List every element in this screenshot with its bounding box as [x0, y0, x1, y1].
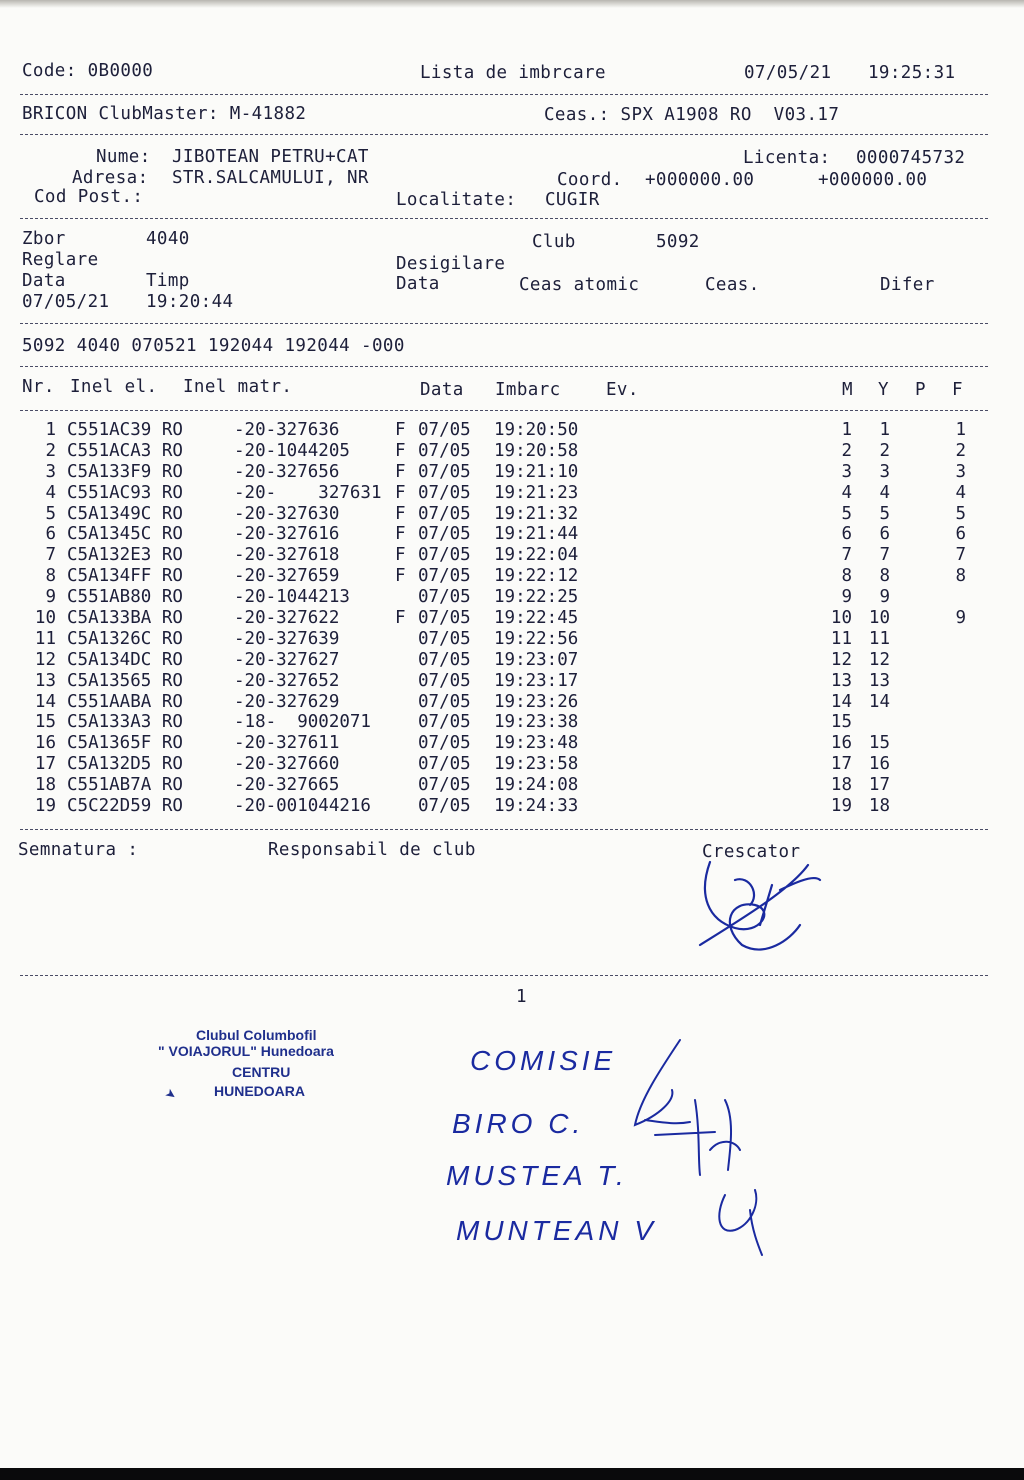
- reglare-label: Reglare: [22, 250, 99, 270]
- basket-date: 07/05: [418, 420, 471, 440]
- license-label: Licenta:: [743, 148, 831, 168]
- registration-ring: -18- 9002071: [234, 712, 371, 733]
- stamp-line-2: " VOIAJORUL" Hunedoara: [158, 1043, 334, 1059]
- divider: [20, 218, 988, 219]
- rank-m: 15: [830, 712, 852, 733]
- electronic-ring: C5A1326C RO: [67, 628, 183, 649]
- rank-f: 2: [955, 440, 966, 461]
- rank-m: 7: [841, 545, 852, 566]
- owner-address: STR.SALCAMULUI, NR: [172, 168, 369, 188]
- col-nr: Nr.: [22, 377, 55, 397]
- rank-m: 10: [830, 608, 852, 629]
- basket-date: 07/05: [418, 587, 471, 608]
- electronic-ring: C5A132E3 RO: [67, 545, 183, 566]
- row-number: 16: [34, 733, 56, 754]
- basket-date: 07/05: [418, 754, 471, 775]
- basket-date: 07/05: [418, 503, 471, 524]
- basket-time: 19:22:25: [494, 587, 579, 608]
- rank-f: 9: [955, 608, 966, 629]
- rank-m: 13: [830, 670, 852, 691]
- rank-y: 5: [879, 503, 890, 524]
- row-number: 7: [45, 545, 56, 566]
- col-p: P: [915, 380, 926, 400]
- license-number: 0000745732: [856, 148, 966, 168]
- reglare-date: 07/05/21: [22, 292, 110, 312]
- code-line: 5092 4040 070521 192044 192044 -000: [22, 336, 405, 356]
- female-flag: F: [395, 524, 406, 545]
- divider: [20, 410, 988, 411]
- breeder-signature: [680, 850, 830, 960]
- row-number: 14: [34, 691, 56, 712]
- registration-ring: -20-327629: [234, 691, 340, 712]
- registration-ring: -20-327636: [234, 420, 340, 440]
- basket-date: 07/05: [418, 482, 471, 503]
- row-number: 15: [34, 712, 56, 733]
- basket-date: 07/05: [418, 608, 471, 629]
- basket-date: 07/05: [418, 649, 471, 670]
- registration-ring: -20-327622: [234, 608, 340, 629]
- basket-time: 19:22:04: [494, 545, 579, 566]
- col-f: F: [952, 380, 963, 400]
- electronic-ring: C551AC93 RO: [67, 482, 183, 503]
- row-number: 18: [34, 775, 56, 796]
- divider: [20, 975, 988, 976]
- reglare-time: 19:20:44: [146, 292, 234, 312]
- locality-label: Localitate:: [396, 190, 517, 210]
- row-number: 9: [45, 587, 56, 608]
- electronic-ring: C5A134DC RO: [67, 649, 183, 670]
- rank-y: 4: [879, 482, 890, 503]
- basket-time: 19:21:44: [494, 524, 579, 545]
- electronic-ring: C5A1349C RO: [67, 503, 183, 524]
- registration-ring: -20-327656: [234, 461, 340, 482]
- electronic-ring: C5C22D59 RO: [67, 796, 183, 817]
- stamp-line-1: Clubul Columbofil: [196, 1027, 317, 1043]
- registration-ring: -20-327659: [234, 566, 340, 587]
- electronic-ring: C5A1345C RO: [67, 524, 183, 545]
- rank-y: 7: [879, 545, 890, 566]
- code-label: Code: 0B0000: [22, 61, 154, 81]
- breeder-label: Crescator: [702, 842, 801, 862]
- row-number: 4: [45, 482, 56, 503]
- clock-label: Ceas.: [705, 275, 760, 295]
- female-flag: F: [395, 545, 406, 566]
- basket-time: 19:22:45: [494, 608, 579, 629]
- difference-label: Difer: [880, 275, 935, 295]
- divider: [20, 323, 988, 324]
- rank-m: 1: [841, 420, 852, 440]
- registration-ring: -20-327665: [234, 775, 340, 796]
- rank-y: 12: [868, 649, 890, 670]
- scan-top-edge: [0, 0, 1024, 8]
- clock-id: Ceas.: SPX A1908 RO V03.17: [544, 105, 840, 125]
- basket-date: 07/05: [418, 796, 471, 817]
- basket-time: 19:24:08: [494, 775, 579, 796]
- row-number: 12: [34, 649, 56, 670]
- divider: [20, 94, 988, 95]
- basket-time: 19:20:58: [494, 440, 579, 461]
- scan-bottom-edge: [0, 1468, 1024, 1480]
- flight-number: 4040: [146, 229, 190, 249]
- commission-signatures: [600, 1030, 790, 1270]
- electronic-ring: C5A132D5 RO: [67, 754, 183, 775]
- basket-time: 19:20:50: [494, 420, 579, 440]
- rank-f: 1: [955, 420, 966, 440]
- signature-label: Semnatura :: [18, 840, 139, 860]
- electronic-ring: C5A133BA RO: [67, 608, 183, 629]
- rank-y: 9: [879, 587, 890, 608]
- rank-y: 3: [879, 461, 890, 482]
- basket-time: 19:23:48: [494, 733, 579, 754]
- basket-time: 19:23:17: [494, 670, 579, 691]
- col-inel-el: Inel el.: [70, 377, 158, 397]
- registration-ring: -20-327616: [234, 524, 340, 545]
- rank-m: 12: [830, 649, 852, 670]
- commission-member-1: BIRO C.: [452, 1108, 585, 1139]
- row-number: 3: [45, 461, 56, 482]
- registration-ring: -20- 327631: [234, 482, 382, 503]
- divider: [20, 134, 988, 135]
- divider: [20, 366, 988, 367]
- electronic-ring: C5A134FF RO: [67, 566, 183, 587]
- rank-m: 14: [830, 691, 852, 712]
- rank-m: 11: [830, 628, 852, 649]
- col-m: M: [842, 380, 853, 400]
- basket-time: 19:22:12: [494, 566, 579, 587]
- rank-y: 8: [879, 566, 890, 587]
- basket-time: 19:23:58: [494, 754, 579, 775]
- rank-y: 14: [868, 691, 890, 712]
- data-label: Data: [22, 271, 66, 291]
- rank-y: 10: [868, 608, 890, 629]
- basket-time: 19:21:10: [494, 461, 579, 482]
- electronic-ring: C5A133F9 RO: [67, 461, 183, 482]
- name-label: Nume:: [96, 147, 151, 167]
- electronic-ring: C551ACA3 RO: [67, 440, 183, 461]
- basket-time: 19:21:23: [494, 482, 579, 503]
- registration-ring: -20-1044213: [234, 587, 350, 608]
- print-date: 07/05/21: [744, 63, 832, 83]
- basket-time: 19:23:26: [494, 691, 579, 712]
- rank-f: 8: [955, 566, 966, 587]
- basket-time: 19:23:38: [494, 712, 579, 733]
- rank-m: 2: [841, 440, 852, 461]
- basket-date: 07/05: [418, 566, 471, 587]
- rank-m: 16: [830, 733, 852, 754]
- stamp-arrow-icon: ➤: [159, 1083, 181, 1108]
- page-number: 1: [516, 987, 527, 1007]
- rank-m: 9: [841, 587, 852, 608]
- female-flag: F: [395, 482, 406, 503]
- electronic-ring: C551AC39 RO: [67, 420, 183, 440]
- rank-y: 16: [868, 754, 890, 775]
- row-number: 8: [45, 566, 56, 587]
- row-number: 1: [45, 420, 56, 440]
- commission-member-2: MUSTEA T.: [446, 1160, 628, 1191]
- stamp-line-4: HUNEDOARA: [214, 1083, 305, 1099]
- rank-y: 13: [868, 670, 890, 691]
- rank-f: 6: [955, 524, 966, 545]
- row-number: 19: [34, 796, 56, 817]
- rank-y: 15: [868, 733, 890, 754]
- rank-y: 17: [868, 775, 890, 796]
- basket-time: 19:23:07: [494, 649, 579, 670]
- female-flag: F: [395, 420, 406, 440]
- basket-time: 19:22:56: [494, 628, 579, 649]
- col-imbarc: Imbarc: [495, 380, 561, 400]
- basket-time: 19:24:33: [494, 796, 579, 817]
- rank-m: 19: [830, 796, 852, 817]
- female-flag: F: [395, 566, 406, 587]
- basket-date: 07/05: [418, 524, 471, 545]
- rank-m: 6: [841, 524, 852, 545]
- rank-m: 8: [841, 566, 852, 587]
- rank-y: 2: [879, 440, 890, 461]
- registration-ring: -20-327630: [234, 503, 340, 524]
- female-flag: F: [395, 608, 406, 629]
- clubmaster-id: BRICON ClubMaster: M-41882: [22, 104, 307, 124]
- owner-name: JIBOTEAN PETRU+CAT: [172, 147, 369, 167]
- flight-label: Zbor: [22, 229, 66, 249]
- basket-date: 07/05: [418, 628, 471, 649]
- club-responsible-label: Responsabil de club: [268, 840, 476, 860]
- electronic-ring: C5A133A3 RO: [67, 712, 183, 733]
- commission-member-3: MUNTEAN V: [456, 1215, 657, 1246]
- col-inel-matr: Inel matr.: [183, 377, 293, 397]
- row-number: 5: [45, 503, 56, 524]
- electronic-ring: C5A1365F RO: [67, 733, 183, 754]
- club-label: Club: [532, 232, 576, 252]
- basket-time: 19:21:32: [494, 503, 579, 524]
- electronic-ring: C551AB80 RO: [67, 587, 183, 608]
- list-title: Lista de imbrcare: [420, 63, 606, 83]
- basket-date: 07/05: [418, 440, 471, 461]
- registration-ring: -20-327611: [234, 733, 340, 754]
- basket-date: 07/05: [418, 461, 471, 482]
- electronic-ring: C5A13565 RO: [67, 670, 183, 691]
- row-number: 2: [45, 440, 56, 461]
- timp-label: Timp: [146, 271, 190, 291]
- rank-y: 11: [868, 628, 890, 649]
- coord-y: +000000.00: [818, 170, 928, 190]
- col-ev: Ev.: [606, 380, 639, 400]
- female-flag: F: [395, 461, 406, 482]
- female-flag: F: [395, 440, 406, 461]
- basket-date: 07/05: [418, 691, 471, 712]
- basket-date: 07/05: [418, 670, 471, 691]
- print-time: 19:25:31: [868, 63, 956, 83]
- atomic-clock-label: Ceas atomic: [519, 275, 640, 295]
- basket-date: 07/05: [418, 545, 471, 566]
- row-number: 17: [34, 754, 56, 775]
- row-number: 6: [45, 524, 56, 545]
- registration-ring: -20-327660: [234, 754, 340, 775]
- rank-f: 7: [955, 545, 966, 566]
- registration-ring: -20-327639: [234, 628, 340, 649]
- rank-m: 18: [830, 775, 852, 796]
- registration-ring: -20-327618: [234, 545, 340, 566]
- coord-x: +000000.00: [645, 170, 755, 190]
- row-number: 10: [34, 608, 56, 629]
- rank-m: 5: [841, 503, 852, 524]
- registration-ring: -20-327627: [234, 649, 340, 670]
- row-number: 13: [34, 670, 56, 691]
- basket-date: 07/05: [418, 733, 471, 754]
- basket-date: 07/05: [418, 775, 471, 796]
- data2-label: Data: [396, 274, 440, 294]
- registration-ring: -20-001044216: [234, 796, 371, 817]
- registration-ring: -20-327652: [234, 670, 340, 691]
- electronic-ring: C551AB7A RO: [67, 775, 183, 796]
- address-label: Adresa:: [72, 168, 149, 188]
- stamp-line-3: CENTRU: [232, 1064, 291, 1080]
- desigilare-label: Desigilare: [396, 254, 506, 274]
- rank-y: 18: [868, 796, 890, 817]
- commission-heading: COMISIE: [470, 1045, 617, 1076]
- rank-y: 1: [879, 420, 890, 440]
- basket-date: 07/05: [418, 712, 471, 733]
- rank-f: 4: [955, 482, 966, 503]
- col-y: Y: [878, 380, 889, 400]
- rank-m: 4: [841, 482, 852, 503]
- rank-m: 3: [841, 461, 852, 482]
- rank-y: 6: [879, 524, 890, 545]
- row-number: 11: [34, 628, 56, 649]
- rank-m: 17: [830, 754, 852, 775]
- rank-f: 5: [955, 503, 966, 524]
- locality: CUGIR: [545, 190, 600, 210]
- rank-f: 3: [955, 461, 966, 482]
- electronic-ring: C551AABA RO: [67, 691, 183, 712]
- divider: [20, 829, 988, 830]
- coord-label: Coord.: [557, 170, 623, 190]
- postcode-label: Cod Post.:: [34, 187, 144, 207]
- club-number: 5092: [656, 232, 700, 252]
- registration-ring: -20-1044205: [234, 440, 350, 461]
- female-flag: F: [395, 503, 406, 524]
- col-data: Data: [420, 380, 464, 400]
